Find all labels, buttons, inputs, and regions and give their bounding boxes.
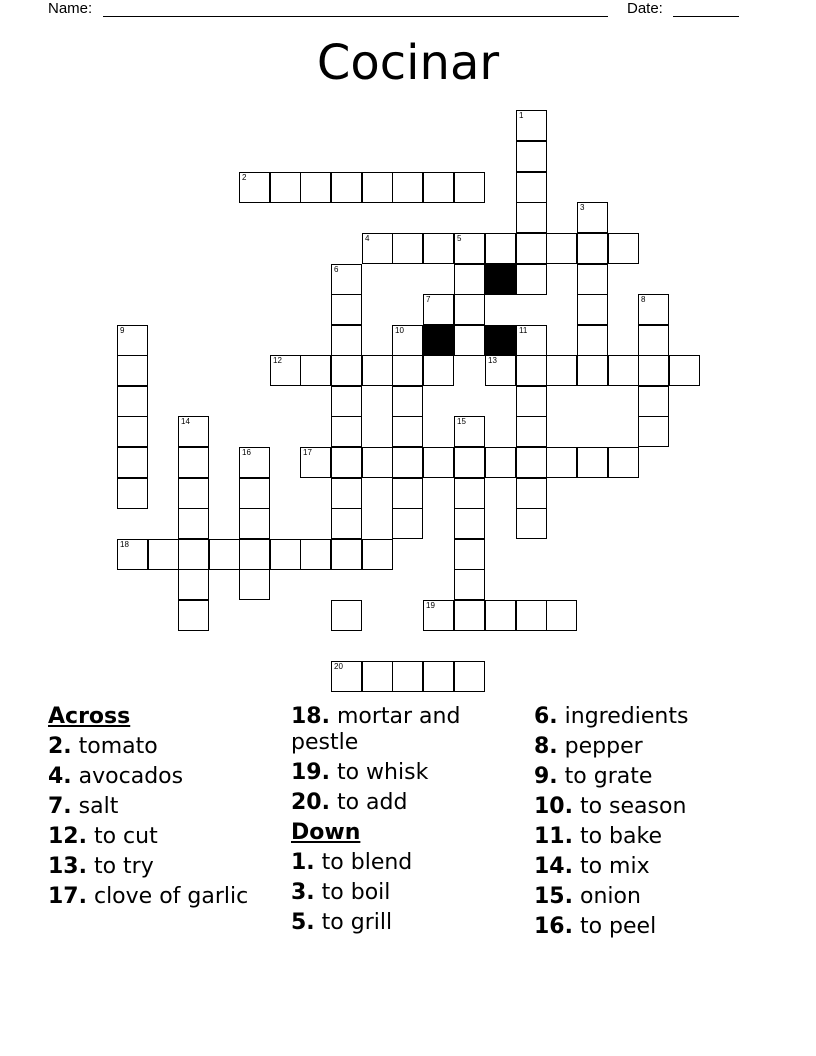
clue-item	[291, 880, 521, 906]
clue-number: 11	[519, 326, 528, 335]
clue-item	[534, 794, 764, 820]
grid-cell[interactable]	[485, 233, 516, 264]
grid-cell[interactable]	[117, 355, 148, 386]
clue-text: avocados	[71, 764, 184, 789]
clue-number: 10	[395, 326, 404, 335]
clues-column-1	[48, 704, 278, 914]
clue-item	[534, 734, 764, 760]
grid-cell[interactable]	[362, 172, 393, 203]
grid-cell[interactable]	[516, 355, 547, 386]
clues-column-2	[291, 704, 521, 940]
grid-cell[interactable]	[546, 600, 577, 631]
grid-cell[interactable]	[270, 172, 301, 203]
grid-cell[interactable]	[117, 386, 148, 417]
grid-cell[interactable]	[454, 233, 485, 264]
grid-cell[interactable]	[516, 600, 547, 631]
grid-cell[interactable]	[178, 539, 209, 570]
clue-number-label: 18.	[291, 704, 330, 729]
grid-cell[interactable]	[485, 447, 516, 478]
clue-number-label: 20.	[291, 790, 330, 815]
clue-item	[48, 884, 278, 910]
clue-number: 4	[365, 234, 370, 243]
grid-cell[interactable]	[392, 386, 423, 417]
clue-number: 9	[120, 326, 125, 335]
clue-number: 2	[242, 173, 247, 182]
grid-cell[interactable]	[117, 416, 148, 447]
name-label: Name:	[48, 0, 93, 17]
clue-number: 13	[488, 356, 497, 365]
grid-cell[interactable]	[362, 233, 393, 264]
clue-item	[534, 884, 764, 910]
across-clue-list	[48, 734, 278, 910]
puzzle-title: Cocinar	[316, 35, 500, 91]
grid-cell[interactable]	[331, 661, 362, 692]
grid-cell[interactable]	[362, 447, 393, 478]
blocked-cell	[423, 325, 454, 356]
grid-cell[interactable]	[331, 386, 362, 417]
clue-text: to try	[86, 854, 154, 879]
grid-cell[interactable]	[392, 508, 423, 539]
clue-text: tomato	[71, 734, 158, 759]
grid-cell[interactable]	[300, 539, 331, 570]
grid-cell[interactable]	[423, 294, 454, 325]
grid-cell[interactable]	[178, 508, 209, 539]
grid-cell[interactable]	[577, 264, 608, 295]
grid-cell[interactable]	[362, 355, 393, 386]
grid-cell[interactable]	[546, 233, 577, 264]
blocked-cell	[485, 325, 516, 356]
grid-cell[interactable]	[546, 447, 577, 478]
grid-cell[interactable]	[300, 172, 331, 203]
clue-number: 7	[426, 295, 431, 304]
clue-item	[291, 760, 521, 786]
grid-cell[interactable]	[300, 355, 331, 386]
grid-cell[interactable]	[516, 325, 547, 356]
clue-item	[534, 704, 764, 730]
clue-text: salt	[71, 794, 119, 819]
grid-cell[interactable]	[454, 325, 485, 356]
clue-text: to blend	[314, 850, 413, 875]
grid-cell[interactable]	[331, 478, 362, 509]
grid-cell[interactable]	[454, 264, 485, 295]
grid-cell[interactable]	[209, 539, 240, 570]
clue-text: to mix	[572, 854, 650, 879]
clue-number: 14	[181, 417, 190, 426]
clue-number: 20	[334, 662, 343, 671]
grid-cell[interactable]	[331, 264, 362, 295]
grid-cell[interactable]	[485, 600, 516, 631]
clue-number-label: 14.	[534, 854, 573, 879]
grid-cell[interactable]	[608, 233, 639, 264]
grid-cell[interactable]	[392, 172, 423, 203]
grid-cell[interactable]	[239, 172, 270, 203]
grid-cell[interactable]	[392, 233, 423, 264]
clue-number-label: 10.	[534, 794, 573, 819]
grid-cell[interactable]	[516, 478, 547, 509]
grid-cell[interactable]	[577, 233, 608, 264]
grid-cell[interactable]	[392, 325, 423, 356]
clue-item	[291, 790, 521, 816]
clue-number-label: 7.	[48, 794, 72, 819]
clue-number: 17	[303, 448, 312, 457]
grid-cell[interactable]	[392, 478, 423, 509]
clue-text: to grill	[314, 910, 393, 935]
grid-cell[interactable]	[239, 478, 270, 509]
grid-cell[interactable]	[392, 447, 423, 478]
grid-cell[interactable]	[117, 478, 148, 509]
grid-cell[interactable]	[178, 478, 209, 509]
clue-number-label: 4.	[48, 764, 72, 789]
clue-number: 1	[519, 111, 524, 120]
grid-cell[interactable]	[178, 569, 209, 600]
grid-cell[interactable]	[392, 355, 423, 386]
grid-cell[interactable]	[577, 294, 608, 325]
grid-cell[interactable]	[331, 600, 362, 631]
clue-number: 5	[457, 234, 462, 243]
clue-number-label: 3.	[291, 880, 315, 905]
clue-number: 16	[242, 448, 251, 457]
grid-cell[interactable]	[423, 172, 454, 203]
grid-cell[interactable]	[392, 661, 423, 692]
blocked-cell	[485, 264, 516, 295]
clue-number-label: 12.	[48, 824, 87, 849]
clue-item	[534, 854, 764, 880]
grid-cell[interactable]	[454, 539, 485, 570]
across-heading: Across	[48, 704, 131, 729]
clue-number-label: 17.	[48, 884, 87, 909]
grid-cell[interactable]	[362, 661, 393, 692]
grid-cell[interactable]	[638, 416, 669, 447]
grid-cell[interactable]	[516, 110, 547, 141]
clue-item	[534, 914, 764, 940]
grid-cell[interactable]	[239, 569, 270, 600]
clue-number-label: 13.	[48, 854, 87, 879]
grid-cell[interactable]	[331, 294, 362, 325]
clue-item	[48, 764, 278, 790]
clue-text: to add	[329, 790, 408, 815]
grid-cell[interactable]	[239, 508, 270, 539]
grid-cell[interactable]	[608, 355, 639, 386]
clue-item	[48, 734, 278, 760]
clue-text: pepper	[557, 734, 643, 759]
grid-cell[interactable]	[454, 508, 485, 539]
grid-cell[interactable]	[454, 294, 485, 325]
grid-cell[interactable]	[516, 202, 547, 233]
grid-cell[interactable]	[270, 539, 301, 570]
grid-cell[interactable]	[178, 600, 209, 631]
grid-cell[interactable]	[485, 355, 516, 386]
grid-cell[interactable]	[423, 600, 454, 631]
grid-cell[interactable]	[117, 539, 148, 570]
date-label: Date:	[627, 0, 663, 17]
grid-cell[interactable]	[454, 447, 485, 478]
grid-cell[interactable]	[331, 172, 362, 203]
clue-item	[48, 854, 278, 880]
clue-text: to peel	[572, 914, 657, 939]
clue-item	[534, 764, 764, 790]
clue-item	[291, 910, 521, 936]
grid-cell[interactable]	[239, 447, 270, 478]
clue-text: to bake	[572, 824, 662, 849]
clue-number-label: 6.	[534, 704, 558, 729]
grid-cell[interactable]	[178, 416, 209, 447]
grid-cell[interactable]	[331, 325, 362, 356]
grid-cell[interactable]	[516, 447, 547, 478]
grid-cell[interactable]	[516, 386, 547, 417]
grid-cell[interactable]	[148, 539, 179, 570]
clue-number: 19	[426, 601, 435, 610]
clue-number-label: 11.	[534, 824, 573, 849]
clue-number: 3	[580, 203, 585, 212]
grid-cell[interactable]	[331, 508, 362, 539]
grid-cell[interactable]	[638, 325, 669, 356]
clue-item	[291, 704, 521, 756]
clue-item	[291, 850, 521, 876]
grid-cell[interactable]	[577, 355, 608, 386]
grid-cell[interactable]	[423, 447, 454, 478]
grid-cell[interactable]	[331, 539, 362, 570]
grid-cell[interactable]	[423, 355, 454, 386]
grid-cell[interactable]	[669, 355, 700, 386]
grid-cell[interactable]	[331, 416, 362, 447]
clue-number: 15	[457, 417, 466, 426]
clue-item	[48, 824, 278, 850]
clue-number-label: 19.	[291, 760, 330, 785]
clue-number-label: 15.	[534, 884, 573, 909]
clue-number: 8	[641, 295, 646, 304]
clue-text: clove of garlic	[86, 884, 249, 909]
clues-column-3	[534, 704, 764, 944]
grid-cell[interactable]	[577, 325, 608, 356]
grid-cell[interactable]	[117, 447, 148, 478]
clue-text: onion	[572, 884, 641, 909]
grid-cell[interactable]	[638, 355, 669, 386]
clue-number: 18	[120, 540, 129, 549]
grid-cell[interactable]	[239, 539, 270, 570]
grid-cell[interactable]	[300, 447, 331, 478]
grid-cell[interactable]	[362, 539, 393, 570]
grid-cell[interactable]	[392, 416, 423, 447]
grid-cell[interactable]	[516, 508, 547, 539]
clue-number-label: 2.	[48, 734, 72, 759]
grid-cell[interactable]	[516, 264, 547, 295]
clue-text: to boil	[314, 880, 391, 905]
clue-text: to cut	[86, 824, 158, 849]
grid-cell[interactable]	[178, 447, 209, 478]
grid-cell[interactable]	[423, 233, 454, 264]
grid-cell[interactable]	[454, 569, 485, 600]
grid-cell[interactable]	[608, 447, 639, 478]
clue-number-label: 9.	[534, 764, 558, 789]
grid-cell[interactable]	[454, 600, 485, 631]
grid-cell[interactable]	[577, 202, 608, 233]
grid-cell[interactable]	[577, 447, 608, 478]
down-heading: Down	[291, 820, 361, 845]
grid-cell[interactable]	[454, 416, 485, 447]
clue-number-label: 1.	[291, 850, 315, 875]
across-clue-list-continued	[291, 704, 521, 816]
down-clue-list	[291, 850, 521, 936]
grid-cell[interactable]	[454, 478, 485, 509]
grid-cell[interactable]	[117, 325, 148, 356]
grid-cell[interactable]	[516, 172, 547, 203]
grid-cell[interactable]	[516, 233, 547, 264]
clue-text: to grate	[557, 764, 653, 789]
grid-cell[interactable]	[638, 386, 669, 417]
grid-cell[interactable]	[454, 661, 485, 692]
grid-cell[interactable]	[270, 355, 301, 386]
clue-number-label: 5.	[291, 910, 315, 935]
clue-text: mortar and pestle	[291, 704, 461, 755]
grid-cell[interactable]	[454, 172, 485, 203]
grid-cell[interactable]	[331, 447, 362, 478]
clue-item	[48, 794, 278, 820]
clue-number-label: 16.	[534, 914, 573, 939]
clue-text: ingredients	[557, 704, 689, 729]
clue-text: to whisk	[329, 760, 429, 785]
clue-number: 6	[334, 265, 339, 274]
grid-cell[interactable]	[423, 661, 454, 692]
clue-item	[534, 824, 764, 850]
grid-cell[interactable]	[331, 355, 362, 386]
grid-cell[interactable]	[516, 141, 547, 172]
grid-cell[interactable]	[546, 355, 577, 386]
clue-number: 12	[273, 356, 282, 365]
clue-number-label: 8.	[534, 734, 558, 759]
clue-text: to season	[572, 794, 687, 819]
down-clue-list-continued	[534, 704, 764, 940]
grid-cell[interactable]	[638, 294, 669, 325]
grid-cell[interactable]	[516, 416, 547, 447]
